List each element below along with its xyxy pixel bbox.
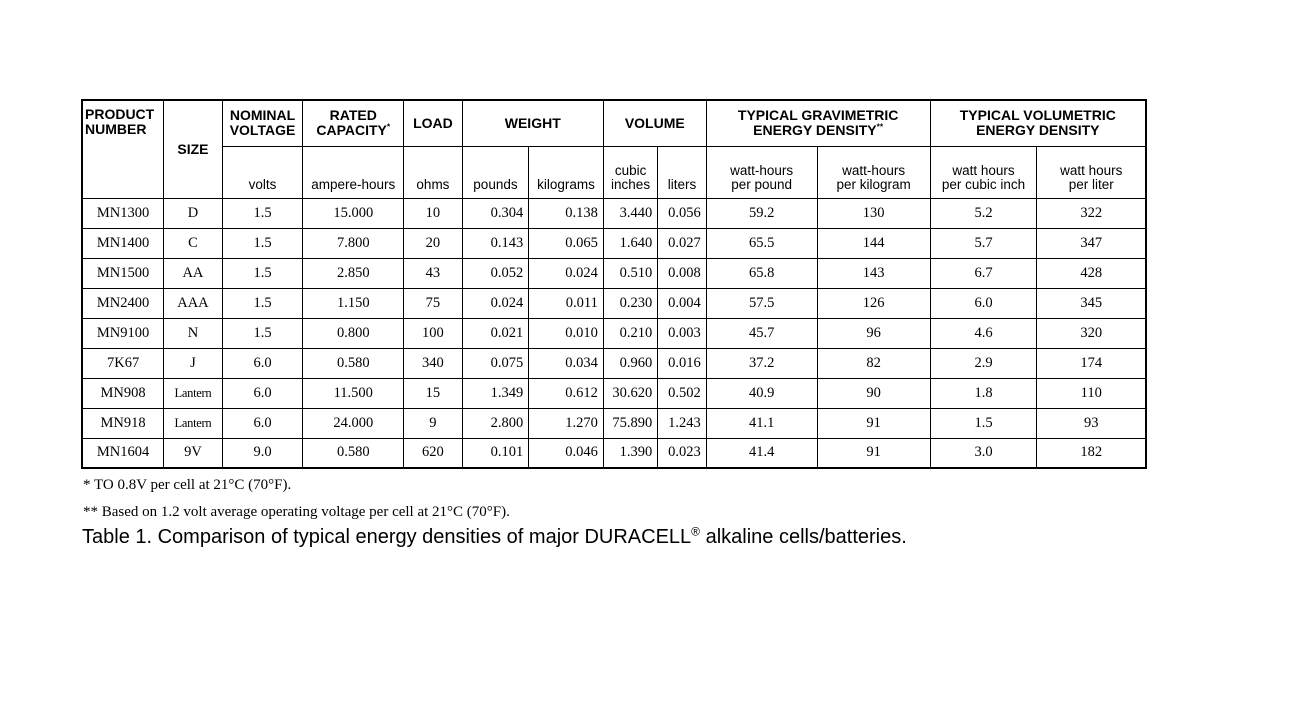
- table-row: [82, 288, 1146, 318]
- cell-pounds: 0.052: [462, 258, 529, 288]
- cell-wh-per-cubic-inch: 2.9: [930, 348, 1037, 378]
- cell-liters: 0.008: [658, 258, 706, 288]
- cell-pounds: 0.024: [462, 288, 529, 318]
- cell-cubic-inches: 0.210: [603, 318, 657, 348]
- cell-product-number: MN918: [82, 408, 164, 438]
- cell-cubic-inches: 0.230: [603, 288, 657, 318]
- cell-cubic-inches: 0.510: [603, 258, 657, 288]
- caption-text: Table 1. Comparison of typical energy densities of major DURACELL: [82, 526, 692, 548]
- header-nominal-voltage: NOMINAL VOLTAGE: [222, 100, 303, 146]
- cell-kilograms: 0.024: [529, 258, 604, 288]
- cell-product-number: MN1604: [82, 438, 164, 468]
- cell-size: Lantern: [164, 378, 222, 408]
- cell-wh-per-kilogram: 82: [817, 348, 930, 378]
- cell-capacity: 0.580: [303, 438, 404, 468]
- cell-pounds: 0.021: [462, 318, 529, 348]
- cell-wh-per-kilogram: 126: [817, 288, 930, 318]
- cell-capacity: 1.150: [303, 288, 404, 318]
- cell-pounds: 0.101: [462, 438, 529, 468]
- cell-wh-per-kilogram: 144: [817, 228, 930, 258]
- cell-wh-per-pound: 41.1: [706, 408, 817, 438]
- cell-size: 9V: [164, 438, 222, 468]
- cell-product-number: MN2400: [82, 288, 164, 318]
- table-row: [82, 408, 1146, 438]
- header-weight: WEIGHT: [462, 100, 603, 146]
- cell-capacity: 0.800: [303, 318, 404, 348]
- cell-wh-per-kilogram: 90: [817, 378, 930, 408]
- cell-kilograms: 1.270: [529, 408, 604, 438]
- cell-size: J: [164, 348, 222, 378]
- cell-load: 9: [404, 408, 462, 438]
- cell-load: 15: [404, 378, 462, 408]
- cell-liters: 0.004: [658, 288, 706, 318]
- cell-wh-per-cubic-inch: 5.2: [930, 198, 1037, 228]
- cell-wh-per-pound: 41.4: [706, 438, 817, 468]
- table-row: [82, 438, 1146, 468]
- cell-wh-per-kilogram: 130: [817, 198, 930, 228]
- cell-cubic-inches: 30.620: [603, 378, 657, 408]
- cell-wh-per-pound: 65.8: [706, 258, 817, 288]
- cell-size: AA: [164, 258, 222, 288]
- cell-product-number: 7K67: [82, 348, 164, 378]
- header-load: LOAD: [404, 100, 462, 146]
- header-volumetric: TYPICAL VOLUMETRIC ENERGY DENSITY: [930, 100, 1146, 146]
- cell-product-number: MN908: [82, 378, 164, 408]
- cell-capacity: 15.000: [303, 198, 404, 228]
- header-row-top: [82, 100, 1146, 146]
- unit-wh-per-cubic-inch: watt hours per cubic inch: [930, 146, 1037, 198]
- cell-wh-per-cubic-inch: 4.6: [930, 318, 1037, 348]
- cell-load: 100: [404, 318, 462, 348]
- header-gravimetric: [706, 100, 930, 146]
- cell-capacity: 0.580: [303, 348, 404, 378]
- table-row: [82, 378, 1146, 408]
- unit-volts: volts: [222, 146, 303, 198]
- cell-wh-per-liter: 110: [1037, 378, 1146, 408]
- unit-ampere-hours: ampere-hours: [303, 146, 404, 198]
- cell-size: C: [164, 228, 222, 258]
- header-product-number: PRODUCT NUMBER: [82, 100, 164, 198]
- cell-voltage: 1.5: [222, 228, 303, 258]
- cell-product-number: MN1400: [82, 228, 164, 258]
- cell-wh-per-pound: 57.5: [706, 288, 817, 318]
- cell-pounds: 1.349: [462, 378, 529, 408]
- cell-kilograms: 0.612: [529, 378, 604, 408]
- cell-kilograms: 0.011: [529, 288, 604, 318]
- cell-kilograms: 0.065: [529, 228, 604, 258]
- cell-voltage: 6.0: [222, 348, 303, 378]
- unit-wh-per-liter: watt hours per liter: [1037, 146, 1146, 198]
- cell-kilograms: 0.138: [529, 198, 604, 228]
- cell-wh-per-liter: 345: [1037, 288, 1146, 318]
- cell-wh-per-liter: 174: [1037, 348, 1146, 378]
- unit-kilograms: kilograms: [529, 146, 604, 198]
- cell-wh-per-kilogram: 91: [817, 408, 930, 438]
- header-rated-capacity: [303, 100, 404, 146]
- cell-liters: 0.016: [658, 348, 706, 378]
- cell-wh-per-liter: 93: [1037, 408, 1146, 438]
- table-row: [82, 348, 1146, 378]
- cell-cubic-inches: 3.440: [603, 198, 657, 228]
- cell-voltage: 1.5: [222, 318, 303, 348]
- header-size: SIZE: [164, 100, 222, 198]
- cell-wh-per-cubic-inch: 1.5: [930, 408, 1037, 438]
- unit-ohms: ohms: [404, 146, 462, 198]
- cell-wh-per-cubic-inch: 3.0: [930, 438, 1037, 468]
- cell-wh-per-pound: 65.5: [706, 228, 817, 258]
- cell-capacity: 11.500: [303, 378, 404, 408]
- cell-product-number: MN1500: [82, 258, 164, 288]
- cell-pounds: 0.304: [462, 198, 529, 228]
- cell-wh-per-cubic-inch: 1.8: [930, 378, 1037, 408]
- header-gravimetric-label: TYPICAL GRAVIMETRIC ENERGY DENSITY: [737, 107, 899, 139]
- cell-load: 43: [404, 258, 462, 288]
- cell-voltage: 6.0: [222, 408, 303, 438]
- cell-kilograms: 0.034: [529, 348, 604, 378]
- registered-mark: ®: [691, 524, 701, 539]
- table-row: [82, 198, 1146, 228]
- cell-load: 340: [404, 348, 462, 378]
- cell-voltage: 9.0: [222, 438, 303, 468]
- cell-capacity: 7.800: [303, 228, 404, 258]
- cell-wh-per-cubic-inch: 6.7: [930, 258, 1037, 288]
- cell-size: AAA: [164, 288, 222, 318]
- footnote-2: ** Based on 1.2 volt average operating voltage per cell at 21°C (70°F).: [83, 504, 510, 520]
- cell-liters: 0.023: [658, 438, 706, 468]
- cell-load: 10: [404, 198, 462, 228]
- cell-size: N: [164, 318, 222, 348]
- cell-wh-per-pound: 40.9: [706, 378, 817, 408]
- cell-load: 20: [404, 228, 462, 258]
- table-caption: [82, 526, 907, 549]
- cell-wh-per-kilogram: 96: [817, 318, 930, 348]
- table-row: [82, 228, 1146, 258]
- cell-kilograms: 0.046: [529, 438, 604, 468]
- cell-load: 75: [404, 288, 462, 318]
- table-row: [82, 318, 1146, 348]
- cell-product-number: MN1300: [82, 198, 164, 228]
- cell-voltage: 6.0: [222, 378, 303, 408]
- cell-cubic-inches: 1.640: [603, 228, 657, 258]
- cell-capacity: 24.000: [303, 408, 404, 438]
- unit-wh-per-pound: watt-hours per pound: [706, 146, 817, 198]
- header-gravimetric-mark: **: [876, 121, 884, 132]
- cell-voltage: 1.5: [222, 198, 303, 228]
- cell-voltage: 1.5: [222, 258, 303, 288]
- cell-cubic-inches: 75.890: [603, 408, 657, 438]
- header-rated-capacity-mark: *: [386, 121, 391, 132]
- cell-wh-per-liter: 347: [1037, 228, 1146, 258]
- cell-wh-per-cubic-inch: 5.7: [930, 228, 1037, 258]
- unit-liters: liters: [658, 146, 706, 198]
- cell-capacity: 2.850: [303, 258, 404, 288]
- cell-wh-per-liter: 320: [1037, 318, 1146, 348]
- energy-density-table: [81, 99, 1147, 469]
- cell-cubic-inches: 1.390: [603, 438, 657, 468]
- cell-wh-per-pound: 59.2: [706, 198, 817, 228]
- unit-cubic-inches: cubic inches: [603, 146, 657, 198]
- cell-cubic-inches: 0.960: [603, 348, 657, 378]
- cell-wh-per-kilogram: 91: [817, 438, 930, 468]
- cell-product-number: MN9100: [82, 318, 164, 348]
- header-volume: VOLUME: [603, 100, 706, 146]
- cell-wh-per-pound: 37.2: [706, 348, 817, 378]
- unit-pounds: pounds: [462, 146, 529, 198]
- cell-size: Lantern: [164, 408, 222, 438]
- cell-liters: 0.003: [658, 318, 706, 348]
- header-rated-capacity-label: RATED CAPACITY: [316, 107, 387, 139]
- cell-size: D: [164, 198, 222, 228]
- table-row: [82, 258, 1146, 288]
- cell-liters: 0.056: [658, 198, 706, 228]
- cell-wh-per-cubic-inch: 6.0: [930, 288, 1037, 318]
- caption-text-end: alkaline cells/batteries.: [700, 526, 907, 548]
- cell-liters: 0.027: [658, 228, 706, 258]
- cell-pounds: 0.143: [462, 228, 529, 258]
- cell-voltage: 1.5: [222, 288, 303, 318]
- cell-wh-per-pound: 45.7: [706, 318, 817, 348]
- cell-wh-per-kilogram: 143: [817, 258, 930, 288]
- header-row-units: [82, 146, 1146, 198]
- cell-pounds: 2.800: [462, 408, 529, 438]
- cell-kilograms: 0.010: [529, 318, 604, 348]
- cell-wh-per-liter: 322: [1037, 198, 1146, 228]
- footnote-1: * TO 0.8V per cell at 21°C (70°F).: [83, 477, 292, 493]
- cell-liters: 0.502: [658, 378, 706, 408]
- cell-liters: 1.243: [658, 408, 706, 438]
- unit-wh-per-kilogram: watt-hours per kilogram: [817, 146, 930, 198]
- cell-pounds: 0.075: [462, 348, 529, 378]
- cell-wh-per-liter: 182: [1037, 438, 1146, 468]
- cell-wh-per-liter: 428: [1037, 258, 1146, 288]
- cell-load: 620: [404, 438, 462, 468]
